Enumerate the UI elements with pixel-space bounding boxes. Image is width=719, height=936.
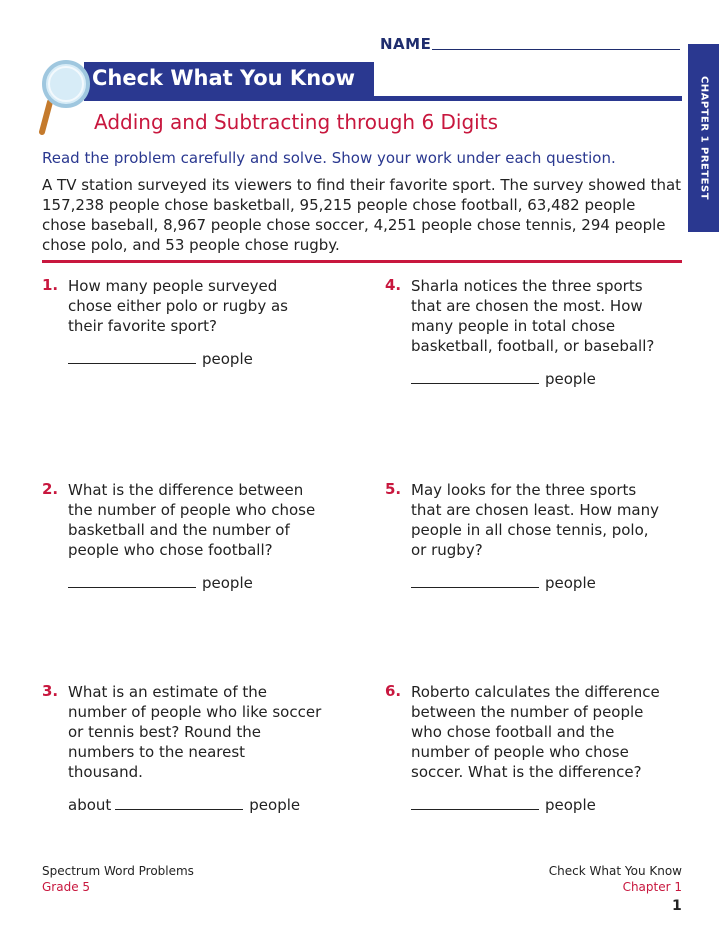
answer-blank[interactable] <box>68 586 196 588</box>
question-3 <box>42 682 322 814</box>
name-line[interactable] <box>432 49 680 50</box>
side-tab <box>688 44 719 232</box>
instructions: Read the problem carefully and solve. Show your work under each question. <box>42 149 616 167</box>
answer-unit: people <box>545 796 596 814</box>
side-tab-label: CHAPTER 1 PRETEST <box>698 75 709 201</box>
answer-blank[interactable] <box>411 586 539 588</box>
answer-row <box>68 574 322 592</box>
question-number: 5. <box>385 480 402 498</box>
question-text: Sharla notices the three sports that are chosen the most. How many people in total chose basketball, football, or baseball? <box>411 277 655 355</box>
question-text: May looks for the three sports that are chosen least. How many people in all chose tennis, polo, or rugby? <box>411 481 660 559</box>
section-divider <box>42 260 682 263</box>
question-4 <box>385 276 665 388</box>
page-number: 1 <box>672 898 682 914</box>
answer-row <box>411 574 665 592</box>
answer-prefix: about <box>68 796 112 814</box>
question-6 <box>385 682 665 814</box>
footer-section: Check What You Know <box>548 864 682 878</box>
question-number: 6. <box>385 682 402 700</box>
title-banner <box>84 62 374 96</box>
footer-left <box>42 863 194 895</box>
answer-unit: people <box>545 574 596 592</box>
question-number: 2. <box>42 480 59 498</box>
answer-row <box>68 796 322 814</box>
question-number: 4. <box>385 276 402 294</box>
answer-blank[interactable] <box>411 382 539 384</box>
question-5 <box>385 480 665 592</box>
page-title: Check What You Know <box>92 66 355 90</box>
question-2 <box>42 480 322 592</box>
answer-row <box>411 796 665 814</box>
name-label: NAME <box>380 35 432 53</box>
answer-blank[interactable] <box>411 808 539 810</box>
answer-row <box>411 370 665 388</box>
answer-unit: people <box>202 350 253 368</box>
story-paragraph: A TV station surveyed its viewers to find their favorite sport. The survey showed that 157,238 people chose basketball, 95,215 people chose football, 63,482 people chose baseball, 8,967 people chose soccer, 4,251 people chose tennis, 294 people chose polo, and 53 people chose rugby. <box>42 176 682 254</box>
question-text: What is the difference between the number of people who chose basketball and the number of people who chose football? <box>68 481 316 559</box>
name-field[interactable] <box>380 34 680 54</box>
question-text: Roberto calculates the difference between the number of people who chose football and the number of people who chose soccer. What is the difference? <box>411 683 660 781</box>
answer-unit: people <box>545 370 596 388</box>
answer-blank[interactable] <box>115 808 243 810</box>
title-rule <box>84 96 682 101</box>
question-number: 1. <box>42 276 59 294</box>
footer-book-title: Spectrum Word Problems <box>42 864 194 878</box>
subtitle: Adding and Subtracting through 6 Digits <box>94 110 498 134</box>
question-number: 3. <box>42 682 59 700</box>
footer-right <box>500 863 682 895</box>
magnifying-glass-icon <box>36 58 96 138</box>
question-text: What is an estimate of the number of people who like soccer or tennis best? Round the numbers to the nearest thousand. <box>68 683 322 781</box>
answer-unit: people <box>202 574 253 592</box>
answer-unit: people <box>249 796 301 814</box>
question-text: How many people surveyed chose either polo or rugby as their favorite sport? <box>68 277 288 335</box>
question-1 <box>42 276 322 368</box>
footer-grade: Grade 5 <box>42 880 91 894</box>
answer-row <box>68 350 322 368</box>
footer-chapter: Chapter 1 <box>622 880 682 894</box>
answer-blank[interactable] <box>68 362 196 364</box>
